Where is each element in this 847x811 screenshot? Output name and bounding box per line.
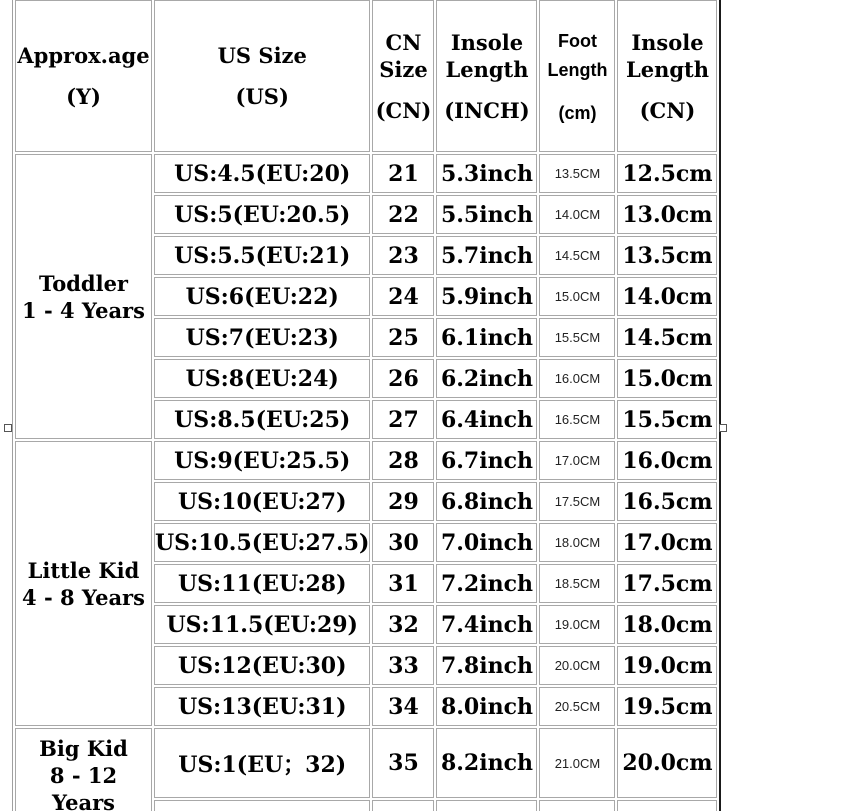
age-group-label: 4 - 8 Years xyxy=(22,584,145,610)
insole-inch-cell: 8.0inch xyxy=(436,687,537,726)
table-row xyxy=(15,441,717,480)
header-us-size: US Size (US) xyxy=(154,0,370,152)
foot-length-cell: 21.0CM xyxy=(539,728,615,798)
insole-inch-cell: 6.8inch xyxy=(436,482,537,521)
insole-cn-cell: 13.5cm xyxy=(617,236,717,275)
cn-size-cell: 24 xyxy=(372,277,434,316)
cn-size-cell: 25 xyxy=(372,318,434,357)
us-size-cell: US:1(EU；32) xyxy=(154,728,370,798)
empty-cell xyxy=(154,800,370,811)
us-size-cell: US:10(EU:27) xyxy=(154,482,370,521)
table-row xyxy=(15,728,717,798)
us-size-cell: US:6(EU:22) xyxy=(154,277,370,316)
empty-cell xyxy=(372,800,434,811)
insole-cn-cell: 15.0cm xyxy=(617,359,717,398)
cn-size-cell: 33 xyxy=(372,646,434,685)
us-size-cell: US:9(EU:25.5) xyxy=(154,441,370,480)
insole-inch-cell: 8.2inch xyxy=(436,728,537,798)
page-edge-rule xyxy=(719,0,721,811)
insole-cn-cell: 16.0cm xyxy=(617,441,717,480)
size-chart-table xyxy=(12,0,720,811)
cn-size-cell: 21 xyxy=(372,154,434,193)
resize-handle-right[interactable] xyxy=(719,424,727,432)
foot-length-cell: 16.5CM xyxy=(539,400,615,439)
age-group-cell xyxy=(15,728,152,811)
insole-cn-cell: 16.5cm xyxy=(617,482,717,521)
cn-size-cell: 35 xyxy=(372,728,434,798)
us-size-cell: US:12(EU:30) xyxy=(154,646,370,685)
insole-cn-cell: 19.5cm xyxy=(617,687,717,726)
insole-inch-cell: 5.7inch xyxy=(436,236,537,275)
insole-cn-cell: 15.5cm xyxy=(617,400,717,439)
insole-inch-cell: 5.5inch xyxy=(436,195,537,234)
cn-size-cell: 34 xyxy=(372,687,434,726)
insole-inch-cell: 7.4inch xyxy=(436,605,537,644)
header-insole-cn: Insole Length (CN) xyxy=(617,0,717,152)
age-group-label: Toddler xyxy=(39,270,128,296)
resize-handle-left[interactable] xyxy=(4,424,12,432)
foot-length-cell: 18.5CM xyxy=(539,564,615,603)
empty-cell xyxy=(436,800,537,811)
age-group-cell xyxy=(15,441,152,726)
us-size-cell: US:5(EU:20.5) xyxy=(154,195,370,234)
foot-length-cell: 14.0CM xyxy=(539,195,615,234)
insole-cn-cell: 19.0cm xyxy=(617,646,717,685)
insole-cn-cell: 14.0cm xyxy=(617,277,717,316)
foot-length-cell: 19.0CM xyxy=(539,605,615,644)
foot-length-cell: 15.0CM xyxy=(539,277,615,316)
cn-size-cell: 29 xyxy=(372,482,434,521)
insole-inch-cell: 5.3inch xyxy=(436,154,537,193)
header-foot-length: Foot Length (cm) xyxy=(539,0,615,152)
insole-inch-cell: 7.0inch xyxy=(436,523,537,562)
us-size-cell: US:5.5(EU:21) xyxy=(154,236,370,275)
insole-inch-cell: 7.2inch xyxy=(436,564,537,603)
header-cn-size: CN Size (CN) xyxy=(372,0,434,152)
insole-cn-cell: 18.0cm xyxy=(617,605,717,644)
foot-length-cell: 17.0CM xyxy=(539,441,615,480)
age-group-label: Big Kid xyxy=(39,735,128,761)
header-insole-inch: Insole Length (INCH) xyxy=(436,0,537,152)
foot-length-cell: 20.0CM xyxy=(539,646,615,685)
foot-length-cell: 18.0CM xyxy=(539,523,615,562)
age-group-label: 1 - 4 Years xyxy=(22,297,145,323)
insole-inch-cell: 6.1inch xyxy=(436,318,537,357)
us-size-cell: US:10.5(EU:27.5) xyxy=(154,523,370,562)
cn-size-cell: 28 xyxy=(372,441,434,480)
size-table-body xyxy=(15,154,717,811)
insole-inch-cell: 6.2inch xyxy=(436,359,537,398)
age-group-cell xyxy=(15,154,152,439)
age-group-label: Years xyxy=(51,789,116,811)
cn-size-cell: 31 xyxy=(372,564,434,603)
foot-length-cell: 20.5CM xyxy=(539,687,615,726)
cn-size-cell: 22 xyxy=(372,195,434,234)
insole-cn-cell: 17.0cm xyxy=(617,523,717,562)
insole-cn-cell: 17.5cm xyxy=(617,564,717,603)
age-group-label: 8 - 12 xyxy=(49,762,118,788)
us-size-cell: US:8.5(EU:25) xyxy=(154,400,370,439)
insole-cn-cell: 12.5cm xyxy=(617,154,717,193)
insole-cn-cell: 20.0cm xyxy=(617,728,717,798)
us-size-cell: US:11.5(EU:29) xyxy=(154,605,370,644)
foot-length-cell: 16.0CM xyxy=(539,359,615,398)
age-group-label: Little Kid xyxy=(27,557,140,583)
header-row xyxy=(15,0,717,152)
insole-cn-cell: 13.0cm xyxy=(617,195,717,234)
insole-inch-cell: 7.8inch xyxy=(436,646,537,685)
us-size-cell: US:8(EU:24) xyxy=(154,359,370,398)
cn-size-cell: 32 xyxy=(372,605,434,644)
cn-size-cell: 27 xyxy=(372,400,434,439)
foot-length-cell: 15.5CM xyxy=(539,318,615,357)
foot-length-cell: 14.5CM xyxy=(539,236,615,275)
us-size-cell: US:11(EU:28) xyxy=(154,564,370,603)
foot-length-cell: 17.5CM xyxy=(539,482,615,521)
insole-inch-cell: 6.7inch xyxy=(436,441,537,480)
insole-inch-cell: 6.4inch xyxy=(436,400,537,439)
us-size-cell: US:7(EU:23) xyxy=(154,318,370,357)
foot-length-cell: 13.5CM xyxy=(539,154,615,193)
us-size-cell: US:4.5(EU:20) xyxy=(154,154,370,193)
cn-size-cell: 26 xyxy=(372,359,434,398)
cn-size-cell: 23 xyxy=(372,236,434,275)
empty-cell xyxy=(539,800,615,811)
empty-cell xyxy=(617,800,717,811)
insole-inch-cell: 5.9inch xyxy=(436,277,537,316)
insole-cn-cell: 14.5cm xyxy=(617,318,717,357)
table-row xyxy=(15,154,717,193)
header-approx-age: Approx.age (Y) xyxy=(15,0,152,152)
us-size-cell: US:13(EU:31) xyxy=(154,687,370,726)
cn-size-cell: 30 xyxy=(372,523,434,562)
